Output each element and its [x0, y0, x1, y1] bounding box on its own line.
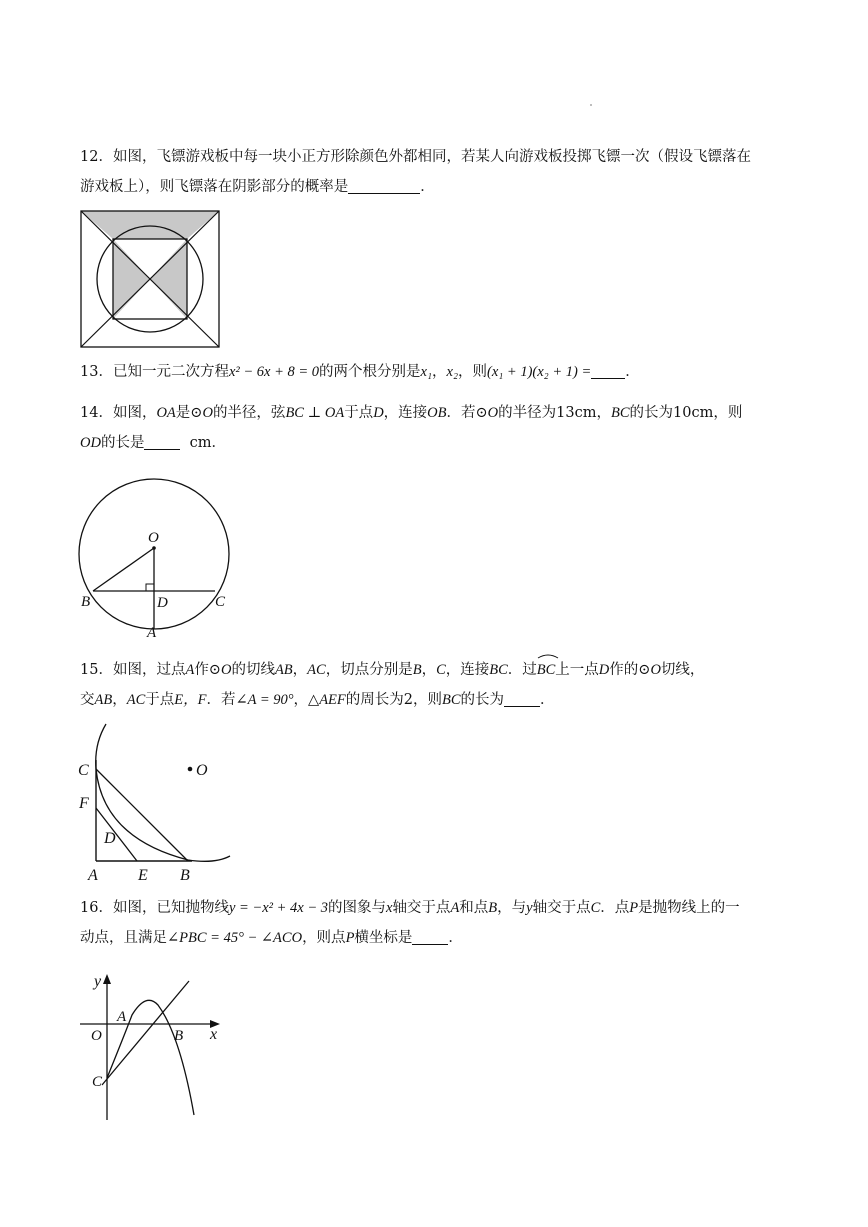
q16-number: 16． — [80, 900, 113, 916]
q14-t3: 的半径，弦 — [212, 405, 286, 421]
q12-line2 — [80, 172, 800, 202]
q14-d: D — [373, 405, 384, 421]
q14-o2: O — [487, 405, 499, 421]
q15-t15: ．若 — [206, 692, 236, 708]
q15-t18: ，则 — [413, 692, 443, 708]
q14-oa: OA — [156, 405, 176, 421]
q14-label-b: B — [81, 594, 91, 610]
q14-label-a: A — [147, 625, 157, 641]
q15-a: A — [185, 662, 195, 678]
q12-dartboard-figure — [80, 210, 220, 348]
q14-answer-blank — [144, 433, 180, 450]
q14-t2: 是⊙ — [175, 405, 203, 421]
q14-t5: ，连接 — [383, 405, 428, 421]
q15-label-a: A — [88, 867, 98, 884]
q13-end: ． — [625, 364, 640, 380]
q15-t10: 作的⊙ — [609, 662, 651, 678]
q15-bc: BC — [489, 662, 508, 678]
q15-t1: 如图，过点 — [112, 662, 186, 678]
q16-t2: 的图象与 — [328, 900, 386, 916]
q14-t4: 于点 — [344, 405, 374, 421]
q14-t1: 如图， — [112, 405, 157, 421]
q15-arc-bc — [537, 655, 556, 685]
q15-tangent-figure — [70, 720, 240, 886]
q15-t14: 于点 — [145, 692, 175, 708]
q12-text-2: 游戏板上），则飞镖落在阴影部分的概率是 — [80, 179, 349, 195]
q15-t16: ，△ — [293, 692, 320, 708]
q15-t3: 的切线 — [231, 662, 275, 678]
q15-ac2: AC — [126, 692, 146, 708]
q14-segment-ob — [93, 548, 154, 591]
q15-angle: ∠A = 90° — [235, 692, 294, 708]
q15-t12: 交 — [80, 692, 95, 708]
q15-t6: ， — [421, 662, 437, 678]
q16-p2: P — [345, 930, 355, 946]
q16-t3: 轴交于点 — [392, 900, 451, 916]
q15-ef: E，F — [174, 692, 207, 708]
q16-a: A — [450, 900, 460, 916]
q12-number: 12． — [80, 149, 113, 165]
q13-root2: x₂ — [446, 364, 458, 380]
q15-perimeter: 2 — [403, 692, 414, 708]
q16-c: C — [590, 900, 601, 916]
q15-b: B — [412, 662, 422, 678]
q16-label-x: x — [210, 1026, 218, 1043]
q16-t5: ，与 — [497, 900, 527, 916]
q16-t8: 是抛物线上的一 — [638, 900, 740, 916]
q16-parabola: y = −x² + 4x − 3 — [228, 900, 328, 916]
q14-end: ． — [211, 435, 227, 451]
q14-od: OD — [80, 435, 101, 451]
q15-t4: ， — [292, 662, 308, 678]
q14-ob: OB — [427, 405, 447, 421]
q14-circle-figure — [72, 470, 242, 646]
q14-t8: ， — [596, 405, 611, 421]
q12-answer-blank — [348, 177, 420, 194]
q15-circle-arc — [96, 724, 230, 861]
q16-t11: 横坐标是 — [354, 930, 413, 946]
q16-condition: ∠PBC = 45° − ∠ACO — [167, 930, 303, 946]
q15-aef: AEF — [319, 692, 346, 708]
q15-t17: 的周长为 — [345, 692, 404, 708]
scan-dot — [590, 104, 592, 106]
q14-t6: ．若⊙ — [446, 405, 488, 421]
q14-radius: 13cm — [556, 405, 597, 421]
q15-chord-bc — [96, 769, 188, 861]
q15-t13: ， — [112, 692, 127, 708]
q14-t10: ，则 — [713, 405, 743, 421]
q14-label-o: O — [148, 530, 159, 546]
q13-text-2: 的两个根分别是 — [319, 364, 421, 380]
q13-answer-blank — [591, 362, 625, 379]
q16-t1: 如图，已知抛物线 — [112, 900, 229, 916]
q15-center-dot — [188, 767, 193, 772]
q13-equation: x² − 6x + 8 = 0 — [228, 364, 320, 380]
q16-t10: ，则点 — [302, 930, 346, 946]
q14-center-dot — [152, 546, 156, 550]
q16-label-y: y — [94, 973, 102, 990]
q12-line1 — [80, 142, 800, 172]
q15-t19: 的长为 — [460, 692, 505, 708]
q15-answer-blank — [504, 690, 540, 707]
q16-y: y — [526, 900, 533, 916]
q15-label-e: E — [138, 867, 148, 884]
question-15 — [80, 655, 800, 715]
q15-c: C — [436, 662, 446, 678]
q13-expression: (x₁ + 1)(x₂ + 1) = — [487, 364, 592, 380]
q14-unit: cm — [189, 435, 212, 451]
q15-ab: AB — [274, 662, 293, 678]
q15-label-o: O — [196, 762, 208, 779]
q12-text-1: 如图，飞镖游戏板中每一块小正方形除颜色外都相同，若某人向游戏板投掷飞镖一次（假设飞镖落在 — [112, 149, 751, 165]
q15-label-d: D — [104, 830, 116, 847]
q15-end: ． — [540, 692, 555, 708]
q15-o2: O — [650, 662, 661, 678]
q15-arc-label: BC — [536, 662, 556, 678]
q15-d: D — [598, 662, 610, 678]
q14-o: O — [202, 405, 213, 421]
q15-label-f: F — [79, 795, 89, 812]
question-13 — [80, 357, 800, 387]
q13-sep: ， — [432, 364, 447, 380]
q15-bc2: BC — [442, 692, 461, 708]
q15-ab2: AB — [94, 692, 113, 708]
q16-y-arrow — [103, 974, 111, 984]
q16-t7: ．点 — [600, 900, 630, 916]
q16-answer-blank — [412, 928, 448, 945]
q13-text-1: 已知一元二次方程 — [112, 364, 229, 380]
q15-o: O — [220, 662, 232, 678]
question-14 — [80, 398, 800, 458]
q15-arc-mark — [537, 653, 559, 659]
q15-number: 15． — [80, 662, 113, 678]
q13-text-3: ，则 — [458, 364, 487, 380]
q14-bc: BC — [610, 405, 630, 421]
q15-t11: 切线， — [660, 662, 705, 678]
q16-label-b: B — [174, 1028, 184, 1044]
q16-x: x — [386, 900, 393, 916]
q14-bc-len: 10cm — [673, 405, 714, 421]
q15-ac: AC — [307, 662, 326, 678]
q15-t2: 作⊙ — [194, 662, 221, 678]
q12-shade-top — [81, 211, 219, 239]
q16-label-c: C — [92, 1074, 103, 1090]
q16-parabola-figure — [76, 965, 236, 1125]
q14-label-c: C — [215, 594, 226, 610]
q12-end: ． — [420, 179, 435, 195]
q12-shade-left — [113, 239, 150, 319]
q14-right-angle-mark — [146, 584, 154, 591]
q16-t6: 轴交于点 — [532, 900, 591, 916]
q16-p: P — [629, 900, 639, 916]
q16-b: B — [488, 900, 498, 916]
q16-label-o: O — [91, 1028, 102, 1044]
q16-t9: 动点，且满足 — [80, 930, 167, 946]
question-16 — [80, 893, 800, 953]
q12-shade-right — [150, 239, 187, 319]
q14-label-d: D — [157, 595, 168, 611]
q16-t4: 和点 — [459, 900, 489, 916]
q15-t9: 上一点 — [555, 662, 599, 678]
q15-t7: ，连接 — [445, 662, 490, 678]
q15-t5: ，切点分别是 — [325, 662, 413, 678]
q14-t7: 的半径为 — [498, 405, 557, 421]
q13-number: 13． — [80, 364, 113, 380]
q13-root1: x₁ — [420, 364, 433, 380]
q15-label-c: C — [78, 762, 89, 779]
q14-number: 14． — [80, 405, 113, 421]
question-12 — [80, 142, 800, 202]
q14-t11: 的长是 — [100, 435, 145, 451]
q14-t9: 的长为 — [629, 405, 674, 421]
q15-t8: ．过 — [507, 662, 537, 678]
q14-bc-perp: BC ⊥ OA — [285, 405, 345, 421]
q16-end: ． — [448, 930, 463, 946]
q15-tangent-ef — [96, 808, 137, 861]
q15-label-b: B — [180, 867, 190, 884]
q16-label-a: A — [117, 1009, 127, 1025]
